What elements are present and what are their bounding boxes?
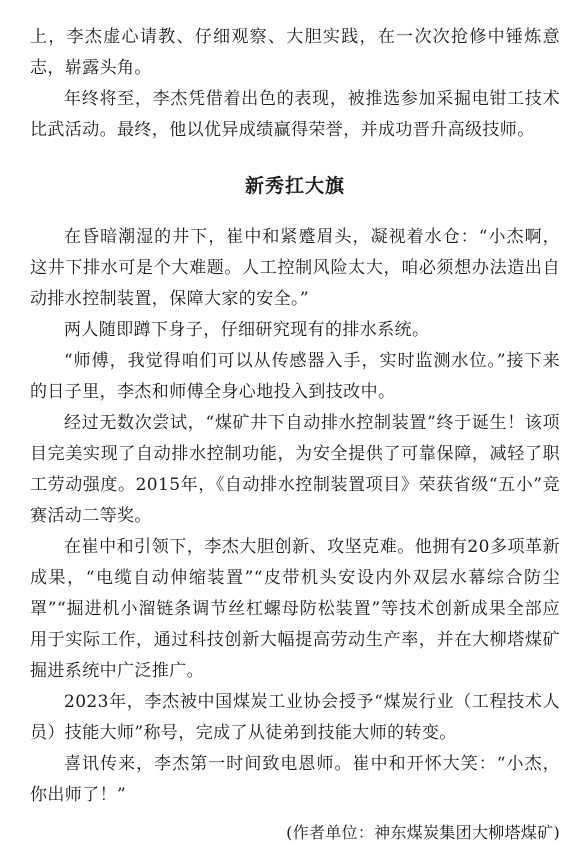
paragraph: 2023年，李杰被中国煤炭工业协会授予“煤炭行业（工程技术人员）技能大师”称号，完成了从徒弟到技能大师的转变。 bbox=[30, 692, 560, 743]
paragraph: 年终将至，李杰凭借着出色的表现，被推选参加采掘电钳工技术比武活动。最终，他以优异成绩赢得荣誉，并成功晋升高级技师。 bbox=[30, 89, 560, 140]
paragraph: 在崔中和引领下，李杰大胆创新、攻坚克难。他拥有20多项革新成果，“电缆自动伸缩装置”“皮带机头安设内外双层水幕综合防尘罩”“掘进机小溜链条调节丝杠螺母防松装置”等技术创新成果全部应用于实际工作，通过科技创新大幅提高劳动生产率，并在大柳塔煤矿掘进系统中广泛推广。 bbox=[30, 537, 560, 681]
section-heading: 新秀扛大旗 bbox=[244, 175, 345, 197]
paragraph: 喜讯传来，李杰第一时间致电恩师。崔中和开怀大笑：“小杰，你出师了！” bbox=[30, 754, 560, 805]
article-page bbox=[30, 22, 560, 848]
paragraph: 上，李杰虚心请教、仔细观察、大胆实践，在一次次抢修中锤炼意志，崭露头角。 bbox=[30, 27, 560, 78]
paragraph: 在昏暗潮湿的井下，崔中和紧蹙眉头，凝视着水仓：“小杰啊，这井下排水可是个大难题。人工控制风险太大，咱必须想办法造出自动排水控制装置，保障大家的安全。” bbox=[30, 227, 560, 309]
author-affiliation: (作者单位：神东煤炭集团大柳塔煤矿) bbox=[286, 823, 560, 842]
paragraph: 经过无数次尝试，“煤矿井下自动排水控制装置”终于诞生！该项目完美实现了自动排水控制功能，为安全提供了可靠保障，减轻了职工劳动强度。2015年，《自动排水控制装置项目》荣获省级“五小”竞赛活动二等奖。 bbox=[30, 413, 560, 526]
paragraph: “师傅，我觉得咱们可以从传感器入手，实时监测水位。”接下来的日子里，李杰和师傅全身心地投入到技改中。 bbox=[30, 351, 560, 402]
paragraph: 两人随即蹲下身子，仔细研究现有的排水系统。 bbox=[64, 320, 430, 340]
